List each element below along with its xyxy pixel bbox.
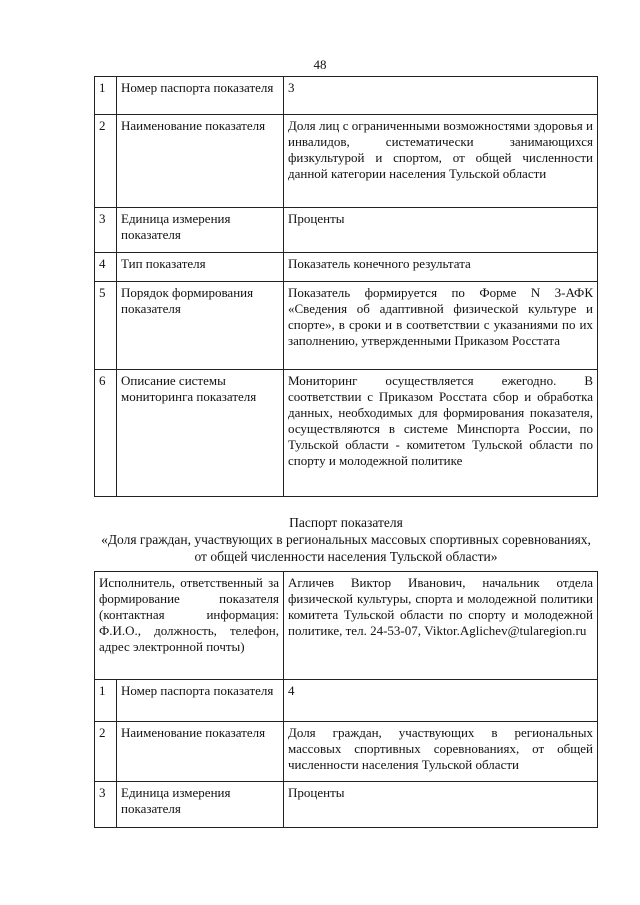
row-label: Номер паспорта показателя <box>117 77 284 115</box>
executor-value: Агличев Виктор Иванович, начальник отдела физической культуры, спорта и молодежной политики комитета Тульской области по спорту и молодежной политике, тел. 24-53-07, Viktor.Aglichev@tularegion.ru <box>284 572 598 680</box>
row-number: 3 <box>95 208 117 253</box>
row-label: Наименование показателя <box>117 115 284 208</box>
row-value: Показатель формируется по Форме N 3-АФК «Сведения об адаптивной физической культуре и спорте», в сроки и в соответствии с указаниями по их заполнению, утвержденными Приказом Росстата <box>284 282 598 370</box>
row-value: Проценты <box>284 782 598 828</box>
row-label: Номер паспорта показателя <box>117 680 284 722</box>
page-number: 48 <box>313 57 327 72</box>
row-value: Показатель конечного результата <box>284 253 598 282</box>
row-label: Тип показателя <box>117 253 284 282</box>
row-number: 3 <box>95 782 117 828</box>
row-number: 6 <box>95 370 117 497</box>
table-row <box>95 208 598 253</box>
passport-heading: Паспорт показателя <box>289 515 403 530</box>
row-value: 4 <box>284 680 598 722</box>
row-number: 5 <box>95 282 117 370</box>
indicator-passport-table-3 <box>94 76 598 497</box>
table-row <box>95 253 598 282</box>
row-label: Описание системы мониторинга показателя <box>117 370 284 497</box>
row-value: Проценты <box>284 208 598 253</box>
indicator-passport-table-4 <box>94 571 598 828</box>
table-row <box>95 680 598 722</box>
executor-row <box>95 572 598 680</box>
row-value: Мониторинг осуществляется ежегодно. В соответствии с Приказом Росстата сбор и обработка данных, необходимых для формирования показателя, осуществляются в системе Минспорта России, по Тульской области - комитетом Тульской области по спорту и молодежной политике <box>284 370 598 497</box>
row-number: 2 <box>95 115 117 208</box>
row-label: Единица измерения показателя <box>117 782 284 828</box>
table-row <box>95 782 598 828</box>
row-value: Доля граждан, участвующих в региональных массовых спортивных соревнованиях, от общей численности населения Тульской области <box>284 722 598 782</box>
passport-title: «Доля граждан, участвующих в региональных массовых спортивных соревнованиях, от общей численности населения Тульской области» <box>101 532 591 564</box>
row-number: 1 <box>95 680 117 722</box>
row-label: Наименование показателя <box>117 722 284 782</box>
row-number: 1 <box>95 77 117 115</box>
row-value: Доля лиц с ограниченными возможностями здоровья и инвалидов, систематически занимающихся физкультурой и спортом, от общей численности данной категории населения Тульской области <box>284 115 598 208</box>
table-row <box>95 115 598 208</box>
table-row <box>95 722 598 782</box>
executor-label: Исполнитель, ответственный за формирование показателя (контактная информация: Ф.И.О., должность, телефон, адрес электронной почты) <box>95 572 284 680</box>
row-label: Порядок формирования показателя <box>117 282 284 370</box>
row-number: 4 <box>95 253 117 282</box>
table-row <box>95 370 598 497</box>
row-number: 2 <box>95 722 117 782</box>
row-value: 3 <box>284 77 598 115</box>
table-row <box>95 282 598 370</box>
row-label: Единица измерения показателя <box>117 208 284 253</box>
table-row <box>95 77 598 115</box>
